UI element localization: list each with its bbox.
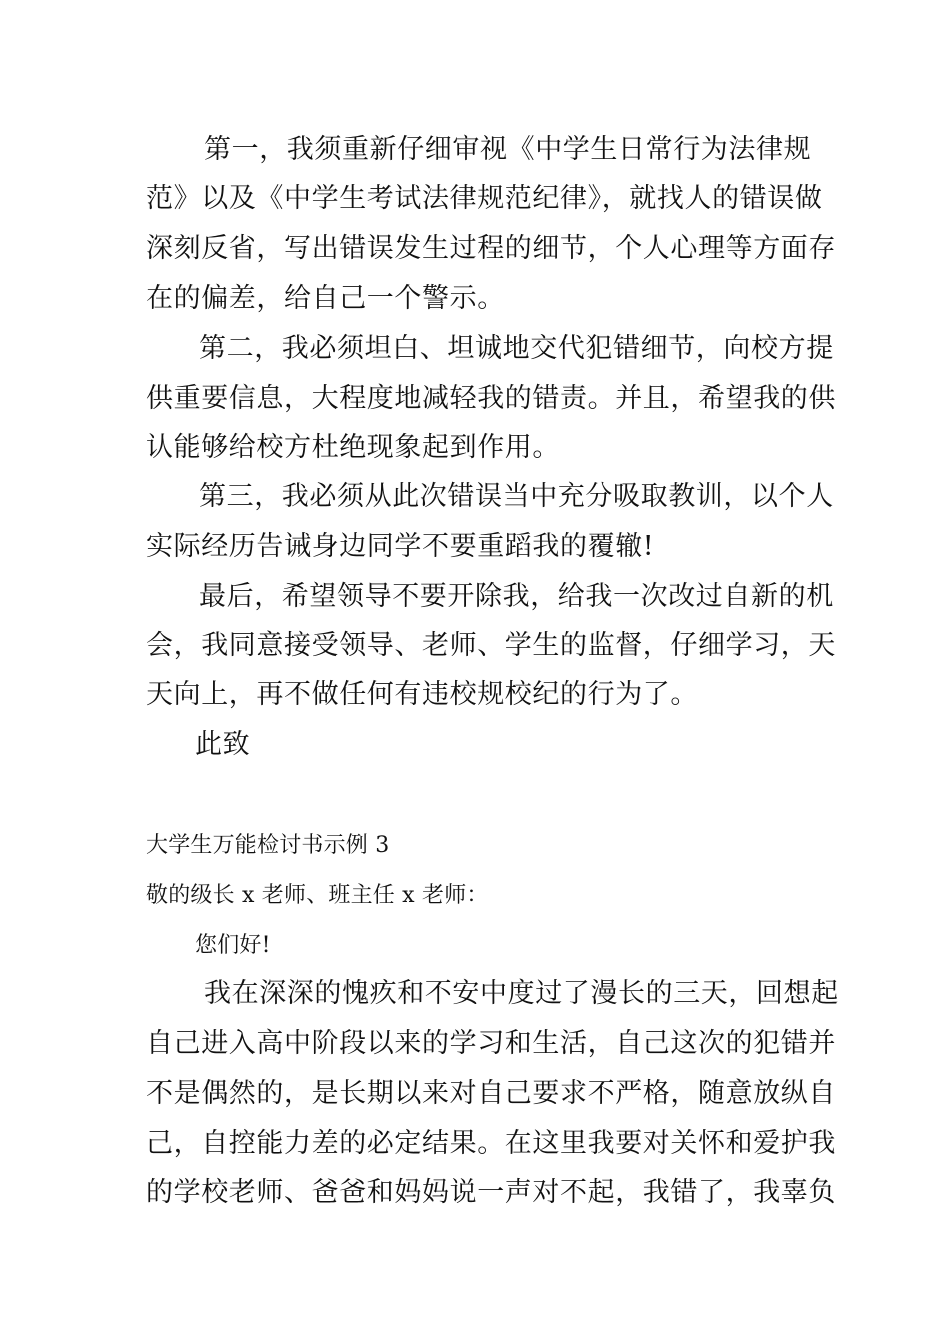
paragraph-5-line-1: 我在深深的愧疚和不安中度过了漫长的三天，回想起 bbox=[204, 978, 839, 1009]
greeting-line: 您们好! bbox=[195, 933, 271, 958]
paragraph-5-line-2: 自己进入高中阶段以来的学习和生活，自己这次的犯错并 bbox=[146, 1028, 836, 1059]
paragraph-1-line-4: 在的偏差，给自己一个警示。 bbox=[146, 283, 505, 314]
recipient-line: 敬的级长 x 老师、班主任 x 老师： bbox=[146, 883, 489, 908]
paragraph-5-line-5: 的学校老师、爸爸和妈妈说一声对不起，我错了，我辜负 bbox=[146, 1177, 836, 1208]
paragraph-2-line-2: 供重要信息，大程度地减轻我的错责。并且，希望我的供 bbox=[146, 383, 836, 414]
paragraph-5-line-4: 己，自控能力差的必定结果。在这里我要对关怀和爱护我 bbox=[146, 1128, 836, 1159]
paragraph-3-line-1: 第三，我必须从此次错误当中充分吸取教训，以个人 bbox=[199, 481, 834, 512]
paragraph-5-line-3: 不是偶然的，是长期以来对自己要求不严格，随意放纵自 bbox=[146, 1078, 836, 1109]
paragraph-4-line-2: 会，我同意接受领导、老师、学生的监督，仔细学习，天 bbox=[146, 630, 836, 661]
paragraph-4-line-3: 天向上，再不做任何有违校规校纪的行为了。 bbox=[146, 679, 698, 710]
paragraph-1-line-2: 范》以及《中学生考试法律规范纪律》，就找人的错误做 bbox=[146, 183, 823, 214]
paragraph-2-line-1: 第二，我必须坦白、坦诚地交代犯错细节，向校方提 bbox=[199, 333, 834, 364]
paragraph-2-line-3: 认能够给校方杜绝现象起到作用。 bbox=[146, 432, 560, 463]
paragraph-1-line-3: 深刻反省，写出错误发生过程的细节，个人心理等方面存 bbox=[146, 233, 836, 264]
paragraph-3-line-2: 实际经历告诫身边同学不要重蹈我的覆辙! bbox=[146, 531, 655, 562]
section-title: 大学生万能检讨书示例 3 bbox=[146, 833, 390, 858]
paragraph-1-line-1: 第一，我须重新仔细审视《中学生日常行为法律规 bbox=[204, 134, 812, 165]
paragraph-4-line-1: 最后，希望领导不要开除我，给我一次改过自新的机 bbox=[199, 581, 834, 612]
closing-salutation: 此致 bbox=[195, 729, 251, 760]
